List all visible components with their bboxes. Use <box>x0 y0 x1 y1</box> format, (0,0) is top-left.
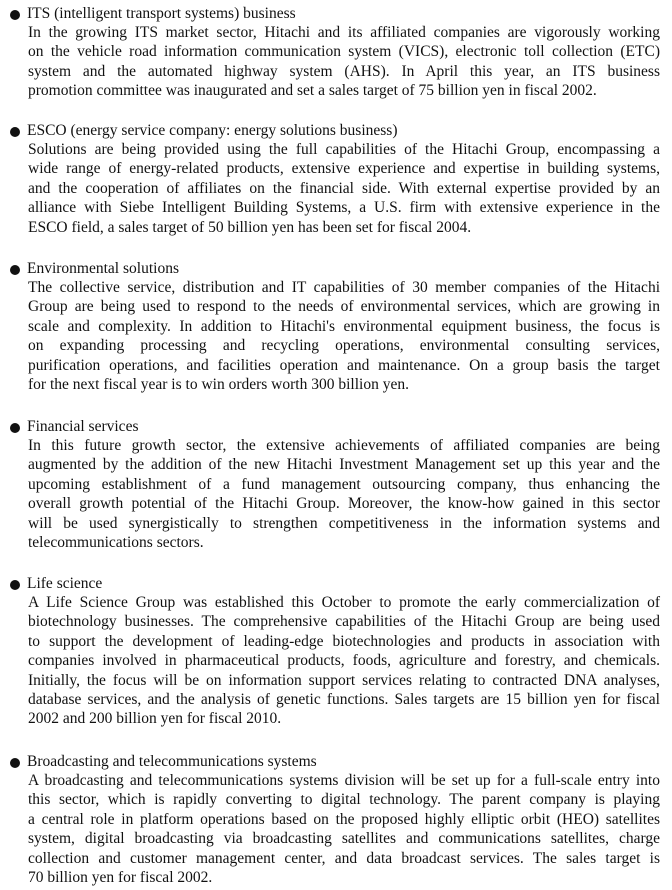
body-line: 2002 and 200 billion yen for fiscal 2010. <box>28 710 282 728</box>
body-line: Solutions are being provided using the full capabilities of the Hitachi Group, encompassing a <box>28 141 660 158</box>
body-line: 70 billion yen for fiscal 2002. <box>28 868 213 886</box>
body-line: A Life Science Group was established this October to promote the early commercialization of <box>28 594 660 611</box>
section-heading <box>8 574 660 593</box>
body-line: database services, and the analysis of genetic functions. Sales targets are 15 billion yen for fiscal <box>28 690 660 708</box>
body-line: for the next fiscal year is to win orders worth 300 billion yen. <box>28 375 409 393</box>
heading-text: Life science <box>27 575 103 592</box>
section-life-science <box>8 574 660 729</box>
section-its <box>8 4 660 101</box>
body-line: The collective service, distribution and IT capabilities of 30 member companies of the Hitachi <box>28 279 660 296</box>
body-line: companies involved in pharmaceutical products, foods, agriculture and forestry, and chemicals. <box>28 652 660 670</box>
heading-text: Environmental solutions <box>27 260 179 277</box>
body-line: biotechnology businesses. The comprehensive capabilities of the Hitachi Group are being used <box>28 613 660 631</box>
body-line: wide range of energy-related products, extensive experience and expertise in building systems, <box>28 160 660 178</box>
body-line: collection and customer management center, and data broadcast services. The sales target is <box>28 849 660 867</box>
bullet-icon <box>10 265 20 275</box>
body-line: ESCO field, a sales target of 50 billion yen has been set for fiscal 2004. <box>28 218 472 236</box>
bullet-icon <box>10 758 20 768</box>
body-line: overall growth potential of the Hitachi Group. Moreover, the know-how gained in this sector <box>28 495 660 513</box>
section-heading <box>8 417 660 436</box>
bullet-icon <box>10 10 20 20</box>
heading-text: ITS (intelligent transport systems) business <box>27 5 296 22</box>
heading-text: Financial services <box>27 418 139 435</box>
bullet-icon <box>10 127 20 137</box>
body-line: purification operations, and facilities operation and maintenance. On a group basis the target <box>28 356 660 374</box>
body-line: In the growing ITS market sector, Hitachi and its affiliated companies are vigorously working <box>28 24 660 41</box>
section-financial-services <box>8 417 660 552</box>
section-heading <box>8 4 660 23</box>
section-heading <box>8 259 660 278</box>
body-line: this sector, which is rapidly converting to digital technology. The parent company is playing <box>28 791 660 809</box>
body-line: promotion committee was inaugurated and set a sales target of 75 billion yen in fiscal 2002. <box>28 82 597 100</box>
body-line: upcoming establishment of a fund management outsourcing company, thus enhancing the <box>28 475 660 493</box>
body-line: on the vehicle road information communication system (VICS), electronic toll collection (ETC) <box>28 43 660 61</box>
body-line: will be used synergistically to strengthen competitiveness in the information systems and <box>28 514 660 532</box>
section-heading <box>8 752 660 771</box>
section-broadcasting-telecom <box>8 752 660 887</box>
body-line: alliance with Siebe Intelligent Building Systems, a U.S. firm with extensive experience in the <box>28 199 660 217</box>
body-line: on expanding processing and recycling operations, environmental consulting services, <box>28 337 660 355</box>
section-esco <box>8 121 660 237</box>
section-heading <box>8 121 660 140</box>
bullet-icon <box>10 423 20 433</box>
body-line: to support the development of leading-edge biotechnologies and products in association with <box>28 632 660 650</box>
heading-text: Broadcasting and telecommunications systems <box>27 753 317 770</box>
body-line: system and the automated highway system (AHS). In April this year, an ITS business <box>28 62 660 80</box>
body-line: Group are being used to respond to the needs of environmental services, which are growing in <box>28 298 660 316</box>
body-line: A broadcasting and telecommunications systems division will be set up for a full-scale entry into <box>28 772 660 789</box>
body-line: and the cooperation of affiliates on the financial side. With external expertise provided by an <box>28 179 660 197</box>
body-line: scale and complexity. In addition to Hitachi's environmental equipment business, the focus is <box>28 317 660 335</box>
body-line: a central role in platform operations based on the proposed highly elliptic orbit (HEO) satellites <box>28 810 660 828</box>
body-line: In this future growth sector, the extensive achievements of affiliated companies are being <box>28 437 660 454</box>
body-line: telecommunications sectors. <box>28 533 204 551</box>
section-environmental-solutions <box>8 259 660 394</box>
body-line: augmented by the addition of the new Hitachi Investment Management set up this year and the <box>28 456 660 474</box>
body-line: system, digital broadcasting via broadcasting satellites and communications satellites, charge <box>28 830 660 848</box>
body-line: Initially, the focus will be on information support services relating to contracted DNA analyses, <box>28 671 660 689</box>
heading-text: ESCO (energy service company: energy solutions business) <box>27 122 398 139</box>
bullet-icon <box>10 580 20 590</box>
